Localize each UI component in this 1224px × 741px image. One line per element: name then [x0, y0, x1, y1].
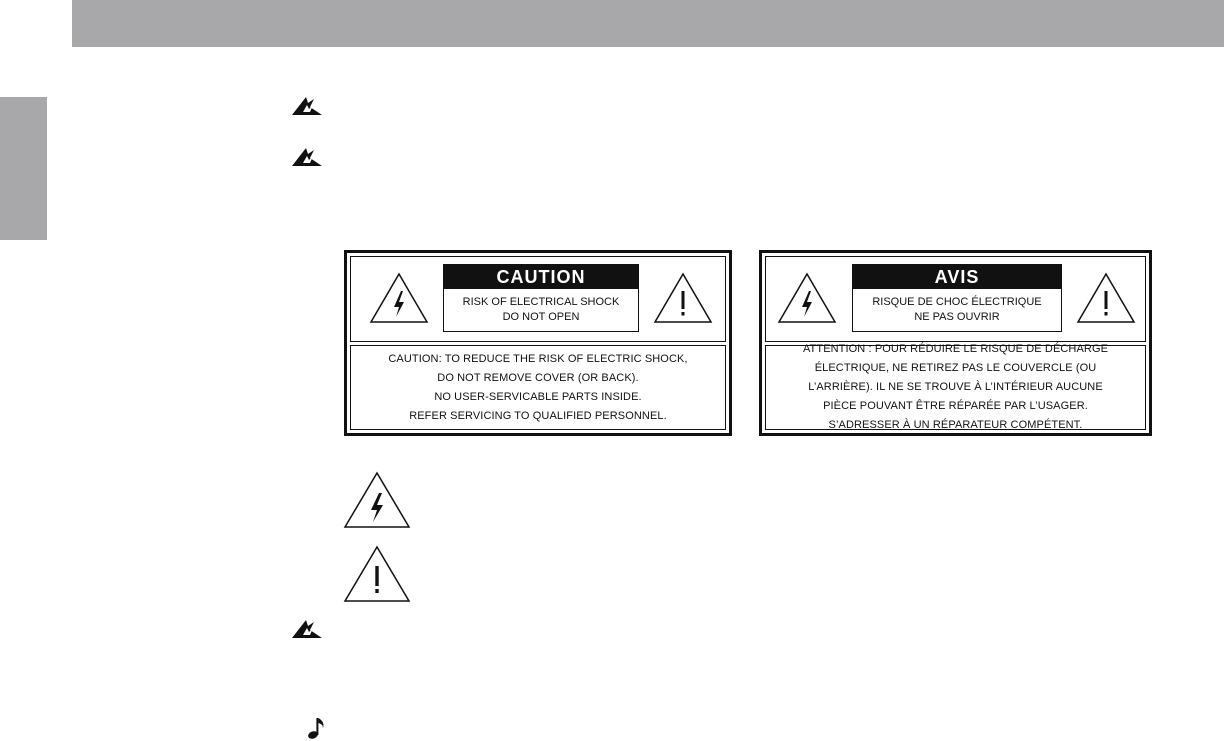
warning-marker-icon: [290, 95, 324, 117]
music-note-icon: [306, 716, 328, 740]
caution-notice: [350, 345, 726, 430]
caution-label-english: [344, 250, 732, 436]
exclamation-triangle-icon: [342, 544, 412, 604]
avis-notice-line: PIÈCE POUVANT ÊTRE RÉPARÉE PAR L’USAGER.: [823, 400, 1088, 412]
lightning-triangle-icon: [342, 470, 412, 530]
lightning-triangle-icon: [776, 271, 838, 325]
avis-notice-line: ATTENTION : POUR RÉDUIRE LE RISQUE DE DÉCHARGE: [802, 343, 1109, 355]
header-bar: [72, 0, 1224, 47]
caution-notice-line: REFER SERVICING TO QUALIFIED PERSONNEL.: [409, 409, 667, 422]
caution-notice-line: CAUTION: TO REDUCE THE RISK OF ELECTRIC SHOCK,: [388, 352, 688, 365]
avis-notice-line: L’ARRIÈRE). IL NE SE TROUVE À L’INTÉRIEUR AUCUNE: [808, 381, 1103, 393]
avis-notice-line: S’ADRESSER À UN RÉPARATEUR COMPÉTENT.: [828, 419, 1083, 431]
avis-label-line: NE PAS OUVRIR: [914, 310, 1000, 323]
caution-title: CAUTION: [444, 265, 638, 289]
avis-label-line: RISQUE DE CHOC ÉLECTRIQUE: [872, 295, 1042, 308]
caution-label-french: [759, 250, 1152, 436]
caution-label-top: [350, 256, 726, 342]
warning-marker-icon: [290, 618, 324, 640]
exclamation-triangle-icon: [1075, 271, 1137, 325]
caution-notice-line: NO USER-SERVICABLE PARTS INSIDE.: [434, 390, 642, 403]
caution-notice-line: DO NOT REMOVE COVER (OR BACK).: [437, 371, 639, 384]
avis-label-top: [765, 256, 1146, 342]
avis-notice: [765, 345, 1146, 430]
avis-title: AVIS: [853, 265, 1061, 289]
lightning-triangle-icon: [368, 271, 430, 325]
avis-title-box: [852, 264, 1062, 332]
caution-label-line: DO NOT OPEN: [502, 310, 580, 323]
avis-notice-line: ÉLECTRIQUE, NE RETIREZ PAS LE COUVERCLE (OU: [814, 362, 1097, 374]
caution-label-line: RISK OF ELECTRICAL SHOCK: [462, 295, 620, 308]
section-tab: [0, 97, 47, 240]
warning-marker-icon: [290, 146, 324, 168]
caution-title-box: [443, 264, 639, 332]
exclamation-triangle-icon: [652, 271, 714, 325]
